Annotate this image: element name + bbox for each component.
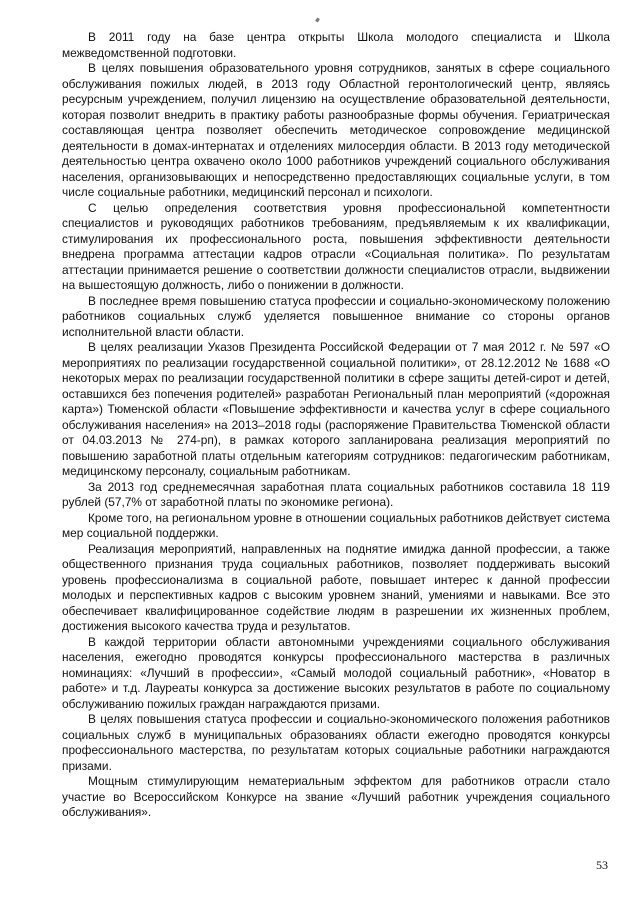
- paragraph-decrees: В целях реализации Указов Президента Российской Федерации от 7 мая 2012 г. № 597 «О мероприятиях по реализации государственной социальной политики», от 28.12.2012 № 1688 «О некоторых мерах по реализации государственной политики в сфере защиты детей-сирот и детей, оставшихся без попечения родителей» разработан Региональный план мероприятий («дорожная карта») Тюменской области «Повышение эффективности и качества услуг в сфере социального обслуживания населения» на 2013–2018 годы (распоряжение Правительства Тюменской области от 04.03.2013 № 274-рп), в рамках которого запланирована реализация мероприятий по повышению заработной платы отдельным категориям сотрудников: педагогическим работникам, медицинскому персоналу, социальным работникам.: [62, 340, 610, 478]
- paragraph-image: Реализация мероприятий, направленных на поднятие имиджа данной профессии, а также общественного признания труда социальных работников, позволяет поддерживать высокий уровень профессионализма в социальной работе, повышает интерес к данной профессии молодых и перспективных кадров с высоким уровнем знаний, умениями и навыками. Все это обеспечивает квалифицированное содействие людям в разрешении их жизненных проблем, достижения высокого качества труда и результатов.: [62, 541, 610, 633]
- paragraph-municipal: В целях повышения статуса профессии и социально-экономического положения работников социальных служб в муниципальных образованиях области ежегодно проводятся конкурсы профессионального мастерства, по результатам которых социальные работники награждаются призами.: [62, 712, 610, 773]
- paragraph-school: В 2011 году на базе центра открыты Школа молодого специалиста и Школа межведомственной подготовки.: [62, 30, 610, 60]
- scan-artifact: [315, 18, 320, 23]
- paragraph-attestation: С целью определения соответствия уровня профессиональной компетентности специалистов и руководящих работников требованиям, предъявляемым к их квалификации, стимулирования их профессионального роста, повышения эффективности деятельности внедрена программа аттестации кадров отрасли «Социальная политика». По результатам аттестации принимается решение о соответствии должности специалистов отрасли, выдвижении на вышестоящую должность, либо о понижении в должности.: [62, 200, 610, 292]
- page-number: 53: [596, 858, 608, 872]
- paragraph-all-russian: Мощным стимулирующим нематериальным эффектом для работников отрасли стало участие во Всероссийском Конкурсе на звание «Лучший работник учреждения социального обслуживания».: [62, 774, 610, 819]
- paragraph-support: Кроме того, на региональном уровне в отношении социальных работников действует система мер социальной поддержки.: [62, 510, 611, 540]
- paragraph-education-level: В целях повышения образовательного уровня сотрудников, занятых в сфере социального обслуживания пожилых людей, в 2013 году Областной геронтологический центр, являясь ресурсным учреждением, получил лицензию на осуществление образовательной деятельности, которая позволит внедрить в практику работы разнообразные формы обучения. Гериатрическая составляющая центра позволяет обеспечить методическое сопровождение медицинской деятельности в домах-интернатах и отделениях милосердия области. В 2013 году методической деятельностью центра охвачено около 1000 работников учреждений социального обслуживания населения, организовывающих и непосредственно предоставляющих социальные услуги, в том числе социальные работники, медицинский персонал и психологи.: [62, 61, 610, 199]
- paragraph-status: В последнее время повышению статуса профессии и социально-экономическому положению работников социальных служб уделяется повышенное внимание со стороны органов исполнительной власти области.: [62, 293, 610, 339]
- document-page: [62, 30, 610, 821]
- paragraph-salary: За 2013 год среднемесячная заработная плата социальных работников составила 18 119 рублей (57,7% от заработной платы по экономике региона).: [62, 479, 610, 509]
- paragraph-contests: В каждой территории области автономными учреждениями социального обслуживания населения, ежегодно проводятся конкурсы профессионального мастерства в различных номинациях: «Лучший в профессии», «Самый молодой социальный работник», «Новатор в работе» и т.д. Лауреаты конкурса за достижение высоких результатов в работе по социальному обслуживанию пожилых граждан награждаются призами.: [62, 634, 610, 711]
